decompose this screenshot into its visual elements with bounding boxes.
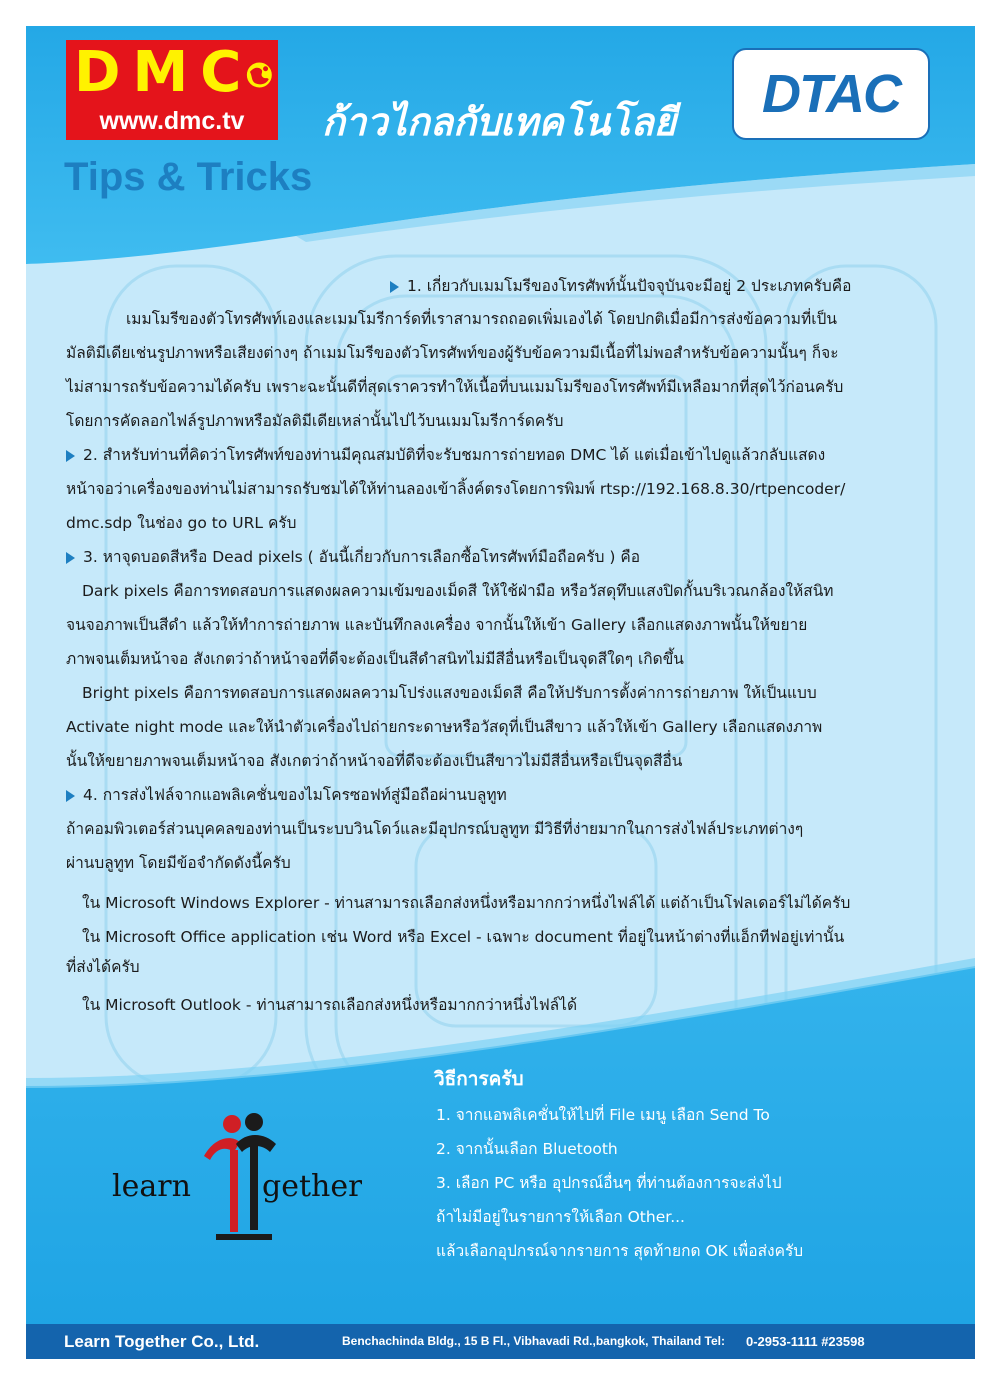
dmc-letter-m: M [132,40,189,105]
tip-line [66,472,845,506]
tip-text: หน้าจอว่าเครื่องของท่านไม่สามารถรับชมได้ให้ท่านลองเข้าลิ้งค์ตรงโดยการพิมพ์ rtsp://192.168.8.30/rtpencoder/ [66,480,846,498]
tip-text: dmc.sdp ในช่อง go to URL ครับ [66,514,297,532]
tip-text: เมมโมรีของตัวโทรศัพท์เองและเมมโมรีการ์ดที่เราสามารถถอดเพิ่มเองได้ โดยปกติเมื่อมีการส่งข้อความที่เป็น [126,310,837,328]
tip-text: ใน Microsoft Office application เช่น Word หรือ Excel - เฉพาะ document ที่อยู่ในหน้าต่างที่แอ็กทีฟอยู่เท่านั้น [82,928,845,946]
dmc-url: www.dmc.tv [99,107,245,135]
tip-line [66,812,803,846]
tip-line [66,710,822,744]
method-step: 1. จากแอพลิเคชั่นให้ไปที่ File เมนู เลือก Send To [436,1106,770,1124]
tip-text: Bright pixels คือการทดสอบการแสดงผลความโปร่งแสงของเม็ดสี คือให้ปรับการตั้งค่าการถ่ายภาพ ให้เป็นแบบ [82,684,817,702]
tip-text: ภาพจนเต็มหน้าจอ สังเกตว่าถ้าหน้าจอที่ดีจะต้องเป็นสีดำสนิทไม่มีสีอื่นหรือเป็นจุดสีใดๆ เกิดขึ้น [66,650,684,668]
tip-line [66,404,563,438]
tip-line [82,988,577,1022]
tip-line [126,302,837,336]
tip-text: ถ้าคอมพิวเตอร์ส่วนบุคคลของท่านเป็นระบบวินโดว์และมีอุปกรณ์บลูทูท มีวิธีที่ง่ายมากในการส่งไฟล์ประเภทต่างๆ [66,820,804,838]
footer-phone: 0-2953-1111 #23598 [746,1334,865,1349]
method-step: 2. จากนั้นเลือก Bluetooth [436,1140,618,1158]
tip-text: Dark pixels คือการทดสอบการแสดงผลความเข้มของเม็ดสี ให้ใช้ฝ่ามือ หรือวัสดุทึบแสงปิดกั้นบริเวณกล้องให้สนิท [82,582,834,600]
footer-company: Learn Together Co., Ltd. [64,1332,260,1351]
tip-text: ไม่สามารถรับข้อความได้ครับ เพราะฉะนั้นดีที่สุดเราควรทำให้เนื้อที่บนเมมโมรีของโทรศัพท์มีเหลือมากที่สุดไว้ก่อนครับ [66,378,844,396]
tip-text: มัลติมีเดียเช่นรูปภาพหรือเสียงต่างๆ ถ้าเมมโมรีของตัวโทรศัพท์ของผู้รับข้อความมีเนื้อที่ไม่พอสำหรับข้อความนั้นๆ ก็จะ [66,344,839,362]
tip-text: Activate night mode และให้นำตัวเครื่องไปถ่ายกระดาษหรือวัสดุที่เป็นสีขาว แล้วให้เข้า Gallery เลือกแสดงภาพ [66,718,823,736]
bullet-icon [390,281,399,293]
footer-bar [26,1324,975,1359]
tip-line [66,950,140,984]
tip-line [66,506,297,540]
method-step: ถ้าไม่มีอยู่ในรายการให้เลือก Other... [436,1208,685,1226]
footer-address: Benchachinda Bldg., 15 B Fl., Vibhavadi Rd.,bangkok, Thailand Tel: [342,1334,725,1348]
tip-line [82,676,817,710]
dtac-logo [732,48,930,140]
section-title: Tips & Tricks [64,155,313,199]
tip-line [66,642,684,676]
tip-line [82,574,834,608]
tip-text: นั้นให้ขยายภาพจนเต็มหน้าจอ สังเกตว่าถ้าหน้าจอที่ดีจะต้องเป็นสีขาวไม่มีสีอื่นหรือเป็นจุดสีอื่น [66,752,683,770]
globe-icon [245,52,274,98]
bullet-icon [66,450,75,462]
method-title: วิธีการครับ [434,1068,524,1090]
tip-line [82,886,850,920]
dmc-wordmark [74,42,274,104]
page-headline: ก้าวไกลกับเทคโนโลยี [322,100,677,144]
tip-line [66,336,839,370]
tip-text: 2. สำหรับท่านที่คิดว่าโทรศัพท์ของท่านมีคุณสมบัติที่จะรับชมการถ่ายทอด DMC ได้ แต่เมื่อเข้าไปดูแล้วกลับแสดง [83,446,826,464]
tip-text: 4. การส่งไฟล์จากแอพลิเคชั่นของไมโครซอฟท์สู่มือถือผ่านบลูทูท [83,786,507,804]
tip-line [66,846,291,880]
tip-text: ผ่านบลูทูท โดยมีข้อจำกัดดังนี้ครับ [66,854,291,872]
tip-text: 1. เกี่ยวกับเมมโมรีของโทรศัพท์นั้นปัจจุบันจะมีอยู่ 2 ประเภทครับคือ [407,277,852,295]
bullet-icon [66,552,75,564]
tip-line [66,608,807,642]
method-step: 3. เลือก PC หรือ อุปกรณ์อื่นๆ ที่ท่านต้องการจะส่งไป [436,1174,782,1192]
svg-text:gether: gether [262,1169,362,1204]
bullet-icon [66,790,75,802]
method-step: แล้วเลือกอุปกรณ์จากรายการ สุดท้ายกด OK เพื่อส่งครับ [436,1242,804,1260]
tip-text: 3. หาจุดบอดสีหรือ Dead pixels ( อันนี้เกี่ยวกับการเลือกซื้อโทรศัพท์มือถือครับ ) คือ [83,548,641,566]
dmc-letter-d: D [74,40,121,105]
dtac-wordmark: DTAC [762,64,900,124]
tip-text: ใน Microsoft Outlook - ท่านสามารถเลือกส่งหนึ่งหรือมากกว่าหนึ่งไฟล์ได้ [82,996,578,1014]
tip-line [390,269,851,303]
poster-page [26,26,975,1359]
tip-line [66,370,843,404]
svg-text:learn: learn [112,1169,191,1204]
learn-together-logo [112,1112,362,1242]
tip-line [66,744,682,778]
dmc-logo [66,40,278,140]
tip-line [66,438,825,472]
tip-text: ใน Microsoft Windows Explorer - ท่านสามารถเลือกส่งหนึ่งหรือมากกว่าหนึ่งไฟล์ได้ แต่ถ้าเป็นโฟลเดอร์ไม่ได้ครับ [82,894,851,912]
dmc-letter-c: C [200,40,242,105]
tip-text: จนจอภาพเป็นสีดำ แล้วให้ทำการถ่ายภาพ และบันทึกลงเครื่อง จากนั้นให้เข้า Gallery เลือกแสดงภาพนั้นให้ขยาย [66,616,808,634]
tip-line [82,920,844,954]
tip-text: โดยการคัดลอกไฟล์รูปภาพหรือมัลติมีเดียเหล่านั้นไปไว้บนเมมโมรีการ์ดครับ [66,412,564,430]
tip-text: ที่ส่งได้ครับ [66,958,140,976]
tip-line [66,778,507,812]
tip-line [66,540,640,574]
